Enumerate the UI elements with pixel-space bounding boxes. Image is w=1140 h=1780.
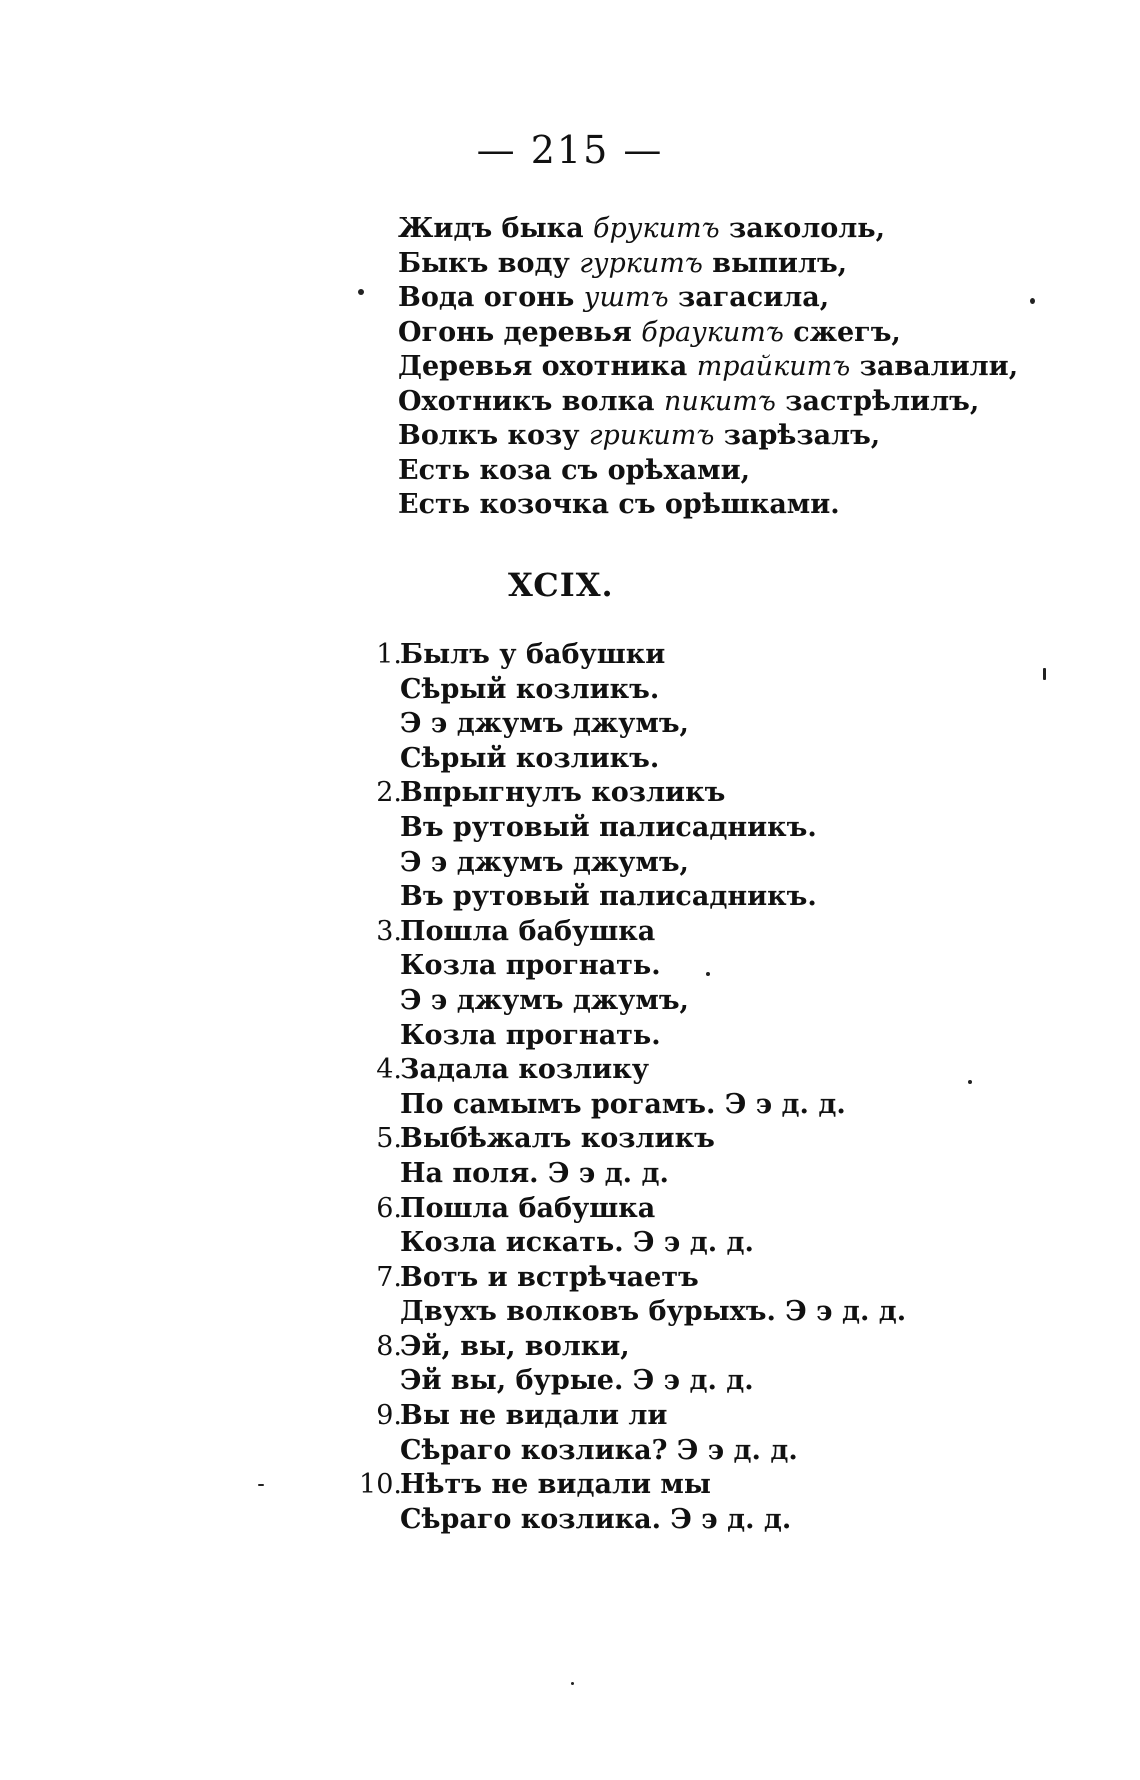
- song-line: 4. Задала козлику: [376, 1054, 649, 1086]
- print-speck: [968, 1080, 972, 1084]
- song-line: 8. Эй, вы, волки,: [376, 1330, 630, 1362]
- song-line: Сѣраго козлика. Э э д. д.: [400, 1503, 792, 1535]
- song-line: 10. Нѣтъ не видали мы: [359, 1469, 711, 1501]
- print-speck: [706, 972, 710, 976]
- poem-line: Есть коза съ орѣхами,: [398, 454, 751, 486]
- song-line: 3. Пошла бабушка: [376, 915, 656, 947]
- song-line: На поля. Э э д. д.: [400, 1157, 669, 1189]
- song-line: По самымъ рогамъ. Э э д. д.: [400, 1088, 846, 1120]
- song-line: 6. Пошла бабушка: [376, 1192, 656, 1224]
- poem-block: [398, 212, 1098, 523]
- poem-line: Охотникъ волка пикитъ застрѣлилъ,: [398, 385, 980, 417]
- song-line: 2. Впрыгнулъ козликъ: [376, 777, 726, 809]
- song-line: 5. Выбѣжалъ козликъ: [376, 1123, 715, 1155]
- song-line: Э э джумъ джумъ,: [400, 846, 689, 878]
- song-block: [330, 638, 1090, 1537]
- song-line: 9. Вы не видали ли: [376, 1400, 668, 1432]
- poem-line: Огонь деревья браукитъ сжегъ,: [398, 316, 901, 348]
- song-line: Э э джумъ джумъ,: [400, 708, 689, 740]
- song-line: Сѣраго козлика? Э э д. д.: [400, 1434, 798, 1466]
- poem-line: Деревья охотника трайкитъ завалили,: [398, 351, 1019, 382]
- song-line: Эй вы, бурые. Э э д. д.: [400, 1365, 754, 1397]
- song-line: Сѣрый козликъ.: [400, 673, 660, 705]
- print-speck: [1043, 668, 1046, 680]
- song-line: Козла прогнать.: [400, 950, 661, 982]
- song-line: Въ рутовый палисадникъ.: [400, 811, 817, 843]
- print-speck: [1030, 298, 1035, 304]
- song-line: Въ рутовый палисадникъ.: [400, 881, 817, 913]
- song-line: 7. Вотъ и встрѣчаетъ: [376, 1261, 699, 1293]
- song-line: Двухъ волковъ бурыхъ. Э э д. д.: [400, 1296, 907, 1328]
- poem-line: Быкъ воду гуркитъ выпилъ,: [398, 247, 848, 279]
- print-speck: [258, 1484, 264, 1486]
- print-speck: [571, 1682, 574, 1685]
- print-speck: [358, 289, 364, 295]
- song-line: Козла искать. Э э д. д.: [400, 1227, 754, 1259]
- song-line: 1. Былъ у бабушки: [376, 639, 666, 670]
- song-line: Козла прогнать.: [400, 1019, 661, 1051]
- poem-line: Вода огонь уштъ загасила,: [398, 282, 830, 313]
- poem-line: Есть козочка съ орѣшками.: [398, 489, 840, 520]
- page-number: — 215 —: [476, 128, 664, 172]
- poem-line: Волкъ козу грикитъ зарѣзалъ,: [398, 420, 881, 451]
- song-line: Э э джумъ джумъ,: [400, 984, 689, 1016]
- poem-line: Жидъ быка брукитъ закололь,: [398, 213, 886, 244]
- song-line: Сѣрый козликъ.: [400, 742, 660, 774]
- section-heading: XCIX.: [508, 566, 614, 604]
